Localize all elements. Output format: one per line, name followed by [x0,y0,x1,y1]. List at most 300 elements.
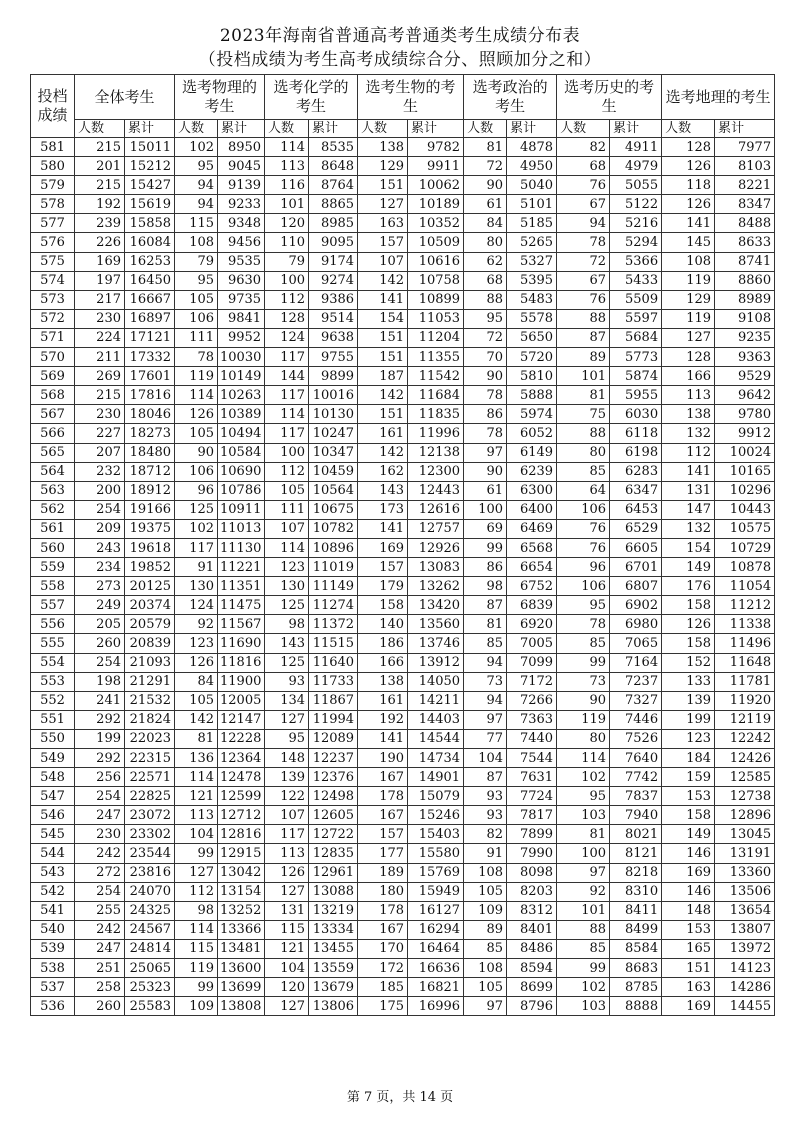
table-row [31,500,775,519]
count-cell: 114 [175,920,218,939]
count-cell: 125 [265,596,309,615]
cumulative-cell: 25065 [125,959,175,978]
count-cell: 70 [464,348,507,367]
count-cell: 157 [358,558,408,577]
cumulative-cell: 18480 [125,443,175,462]
score-cell: 568 [31,386,75,405]
count-cell: 114 [265,138,309,157]
count-cell: 148 [265,749,309,768]
cumulative-cell: 6605 [610,538,662,557]
count-cell: 121 [175,787,218,806]
count-cell: 117 [265,424,309,443]
count-cell: 180 [358,882,408,901]
cumulative-cell: 15079 [408,787,464,806]
count-subheader: 人数 [75,120,125,138]
cumulative-cell: 12147 [218,710,265,729]
cumulative-cell: 11994 [309,710,358,729]
cumulative-cell: 6118 [610,424,662,443]
count-cell: 72 [464,328,507,347]
cumulative-cell: 12228 [218,729,265,748]
cumulative-cell: 5509 [610,290,662,309]
count-cell: 147 [662,500,715,519]
count-cell: 113 [265,157,309,176]
count-cell: 118 [662,176,715,195]
cumulative-cell: 6300 [507,481,557,500]
cumulative-cell: 5578 [507,309,557,328]
cumulative-cell: 13808 [218,997,265,1016]
cumulative-cell: 9139 [218,176,265,195]
cumulative-cell: 7363 [507,710,557,729]
count-cell: 82 [464,825,507,844]
count-cell: 101 [557,367,610,386]
count-cell: 258 [75,978,125,997]
cumulative-cell: 10494 [218,424,265,443]
cumulative-cell: 10149 [218,367,265,386]
count-cell: 119 [662,309,715,328]
count-cell: 80 [464,233,507,252]
cumulative-cell: 11338 [715,615,775,634]
count-cell: 129 [358,157,408,176]
table-row [31,749,775,768]
cumulative-cell: 10899 [408,290,464,309]
count-cell: 230 [75,309,125,328]
cumulative-cell: 6469 [507,519,557,538]
table-row [31,538,775,557]
table-row [31,157,775,176]
count-cell: 128 [662,138,715,157]
table-row [31,920,775,939]
cumulative-cell: 9233 [218,195,265,214]
count-cell: 75 [557,405,610,424]
cumulative-cell: 7446 [610,710,662,729]
cumulative-cell: 9782 [408,138,464,157]
count-cell: 72 [557,252,610,271]
table-row [31,138,775,157]
cumulative-cell: 8741 [715,252,775,271]
cumulative-cell: 9642 [715,386,775,405]
cumulative-cell: 11515 [309,634,358,653]
cumulative-cell: 10389 [218,405,265,424]
count-cell: 115 [175,939,218,958]
count-cell: 95 [265,729,309,748]
table-row [31,309,775,328]
cumulative-cell: 13262 [408,577,464,596]
count-cell: 199 [662,710,715,729]
count-cell: 92 [557,882,610,901]
count-cell: 172 [358,959,408,978]
cumulative-cell: 14734 [408,749,464,768]
cumulative-cell: 13806 [309,997,358,1016]
cumulative-cell: 9045 [218,157,265,176]
cumulative-cell: 8950 [218,138,265,157]
cumulative-cell: 17816 [125,386,175,405]
cumulative-subheader: 累计 [309,120,358,138]
count-cell: 142 [175,710,218,729]
count-cell: 99 [464,538,507,557]
cumulative-cell: 19852 [125,558,175,577]
cumulative-cell: 13912 [408,653,464,672]
count-cell: 125 [175,500,218,519]
count-cell: 93 [464,787,507,806]
count-cell: 96 [175,481,218,500]
cumulative-cell: 12816 [218,825,265,844]
count-cell: 81 [175,729,218,748]
count-cell: 190 [358,749,408,768]
cumulative-cell: 14455 [715,997,775,1016]
cumulative-cell: 5433 [610,271,662,290]
cumulative-cell: 11567 [218,615,265,634]
cumulative-cell: 9529 [715,367,775,386]
group-header-chemistry: 选考化学的考生 [265,75,358,120]
count-cell: 131 [265,901,309,920]
count-cell: 149 [662,825,715,844]
cumulative-cell: 9841 [218,309,265,328]
cumulative-cell: 7742 [610,768,662,787]
cumulative-cell: 24070 [125,882,175,901]
score-cell: 578 [31,195,75,214]
cumulative-cell: 5955 [610,386,662,405]
table-row [31,939,775,958]
cumulative-cell: 5874 [610,367,662,386]
count-cell: 230 [75,825,125,844]
page-footer: 第 7 页，共 14 页 [346,1090,454,1105]
count-cell: 77 [464,729,507,748]
cumulative-cell: 6807 [610,577,662,596]
count-cell: 149 [662,558,715,577]
cumulative-cell: 7327 [610,691,662,710]
count-cell: 129 [662,290,715,309]
cumulative-cell: 22315 [125,749,175,768]
cumulative-cell: 6980 [610,615,662,634]
cumulative-cell: 17332 [125,348,175,367]
count-cell: 124 [175,596,218,615]
cumulative-cell: 8633 [715,233,775,252]
table-row [31,787,775,806]
count-cell: 134 [265,691,309,710]
count-cell: 106 [557,577,610,596]
count-cell: 78 [557,233,610,252]
table-row [31,710,775,729]
group-header-politics: 选考政治的考生 [464,75,557,120]
table-row [31,424,775,443]
score-cell: 556 [31,615,75,634]
count-cell: 105 [175,424,218,443]
cumulative-cell: 6400 [507,500,557,519]
cumulative-cell: 7164 [610,653,662,672]
score-cell: 581 [31,138,75,157]
count-cell: 97 [464,710,507,729]
cumulative-cell: 5101 [507,195,557,214]
cumulative-cell: 13559 [309,959,358,978]
cumulative-cell: 4979 [610,157,662,176]
cumulative-cell: 16996 [408,997,464,1016]
cumulative-cell: 14211 [408,691,464,710]
cumulative-cell: 16464 [408,939,464,958]
count-cell: 145 [662,233,715,252]
count-subheader: 人数 [557,120,610,138]
count-cell: 198 [75,672,125,691]
cumulative-cell: 9755 [309,348,358,367]
count-cell: 114 [175,768,218,787]
score-cell: 563 [31,481,75,500]
count-subheader: 人数 [464,120,507,138]
table-row [31,825,775,844]
cumulative-cell: 12426 [715,749,775,768]
count-cell: 127 [662,328,715,347]
header-row-groups [31,75,775,120]
cumulative-cell: 9780 [715,405,775,424]
count-cell: 215 [75,386,125,405]
table-row [31,328,775,347]
count-subheader: 人数 [358,120,408,138]
cumulative-cell: 11221 [218,558,265,577]
count-cell: 81 [557,386,610,405]
cumulative-cell: 8989 [715,290,775,309]
count-cell: 113 [175,806,218,825]
cumulative-cell: 11648 [715,653,775,672]
count-cell: 117 [265,825,309,844]
count-cell: 72 [464,157,507,176]
count-cell: 76 [557,176,610,195]
cumulative-cell: 14123 [715,959,775,978]
cumulative-cell: 7172 [507,672,557,691]
count-cell: 85 [464,634,507,653]
cumulative-cell: 18273 [125,424,175,443]
count-cell: 247 [75,939,125,958]
cumulative-cell: 6654 [507,558,557,577]
count-cell: 79 [265,252,309,271]
count-cell: 167 [358,806,408,825]
count-cell: 117 [175,538,218,557]
cumulative-cell: 10758 [408,271,464,290]
table-row [31,634,775,653]
cumulative-cell: 7940 [610,806,662,825]
cumulative-cell: 9735 [218,290,265,309]
count-cell: 192 [75,195,125,214]
cumulative-cell: 20374 [125,596,175,615]
cumulative-cell: 8401 [507,920,557,939]
cumulative-cell: 8860 [715,271,775,290]
cumulative-cell: 12926 [408,538,464,557]
cumulative-cell: 12443 [408,481,464,500]
cumulative-cell: 10165 [715,462,775,481]
cumulative-cell: 16667 [125,290,175,309]
count-cell: 127 [175,863,218,882]
count-cell: 254 [75,500,125,519]
cumulative-cell: 10509 [408,233,464,252]
cumulative-cell: 8785 [610,978,662,997]
cumulative-cell: 10896 [309,538,358,557]
count-cell: 67 [557,195,610,214]
group-header-biology: 选考生物的考生 [358,75,464,120]
count-cell: 179 [358,577,408,596]
cumulative-cell: 12722 [309,825,358,844]
score-cell: 574 [31,271,75,290]
count-cell: 239 [75,214,125,233]
cumulative-cell: 6052 [507,424,557,443]
table-row [31,729,775,748]
score-cell: 549 [31,749,75,768]
count-cell: 107 [358,252,408,271]
cumulative-cell: 10911 [218,500,265,519]
cumulative-cell: 13746 [408,634,464,653]
cumulative-cell: 9108 [715,309,775,328]
cumulative-cell: 9899 [309,367,358,386]
table-row [31,519,775,538]
cumulative-cell: 9535 [218,252,265,271]
cumulative-cell: 8312 [507,901,557,920]
count-cell: 109 [175,997,218,1016]
score-cell: 570 [31,348,75,367]
cumulative-cell: 5720 [507,348,557,367]
count-cell: 68 [557,157,610,176]
cumulative-cell: 23816 [125,863,175,882]
cumulative-cell: 21093 [125,653,175,672]
cumulative-cell: 7631 [507,768,557,787]
cumulative-cell: 13654 [715,901,775,920]
cumulative-cell: 20579 [125,615,175,634]
cumulative-cell: 11130 [218,538,265,557]
table-row [31,844,775,863]
count-cell: 86 [464,558,507,577]
cumulative-cell: 11054 [715,577,775,596]
score-cell: 540 [31,920,75,939]
cumulative-cell: 5055 [610,176,662,195]
table-row [31,252,775,271]
count-cell: 80 [557,729,610,748]
count-cell: 158 [662,634,715,653]
cumulative-cell: 10247 [309,424,358,443]
cumulative-cell: 13600 [218,959,265,978]
count-subheader: 人数 [175,120,218,138]
count-cell: 76 [557,538,610,557]
count-cell: 85 [557,634,610,653]
score-cell: 558 [31,577,75,596]
cumulative-cell: 6568 [507,538,557,557]
cumulative-cell: 11900 [218,672,265,691]
count-cell: 249 [75,596,125,615]
count-cell: 122 [265,787,309,806]
score-cell: 541 [31,901,75,920]
count-cell: 67 [557,271,610,290]
count-cell: 161 [358,691,408,710]
cumulative-cell: 8488 [715,214,775,233]
score-cell: 548 [31,768,75,787]
score-cell: 567 [31,405,75,424]
count-cell: 107 [265,806,309,825]
count-cell: 98 [464,577,507,596]
cumulative-cell: 13506 [715,882,775,901]
cumulative-cell: 10296 [715,481,775,500]
count-cell: 91 [464,844,507,863]
count-cell: 256 [75,768,125,787]
cumulative-cell: 11355 [408,348,464,367]
count-cell: 169 [358,538,408,557]
cumulative-cell: 12376 [309,768,358,787]
cumulative-cell: 5773 [610,348,662,367]
cumulative-cell: 23072 [125,806,175,825]
score-cell: 571 [31,328,75,347]
count-cell: 90 [464,367,507,386]
score-cell: 539 [31,939,75,958]
count-cell: 120 [265,214,309,233]
cumulative-cell: 9514 [309,309,358,328]
cumulative-cell: 7065 [610,634,662,653]
count-cell: 209 [75,519,125,538]
count-cell: 159 [662,768,715,787]
count-cell: 116 [265,176,309,195]
count-cell: 104 [265,959,309,978]
count-cell: 260 [75,634,125,653]
count-cell: 123 [265,558,309,577]
count-cell: 189 [358,863,408,882]
count-cell: 142 [358,443,408,462]
count-cell: 94 [464,691,507,710]
count-cell: 90 [464,176,507,195]
count-cell: 112 [662,443,715,462]
count-cell: 113 [265,844,309,863]
count-cell: 234 [75,558,125,577]
score-cell: 542 [31,882,75,901]
cumulative-cell: 12005 [218,691,265,710]
count-cell: 105 [464,978,507,997]
cumulative-cell: 11204 [408,328,464,347]
cumulative-cell: 8865 [309,195,358,214]
score-cell: 566 [31,424,75,443]
count-cell: 89 [557,348,610,367]
table-row [31,978,775,997]
count-cell: 251 [75,959,125,978]
count-cell: 100 [265,271,309,290]
cumulative-cell: 12237 [309,749,358,768]
cumulative-cell: 8764 [309,176,358,195]
cumulative-cell: 25583 [125,997,175,1016]
cumulative-cell: 12478 [218,768,265,787]
count-cell: 272 [75,863,125,882]
count-cell: 185 [358,978,408,997]
count-cell: 81 [464,138,507,157]
cumulative-cell: 13252 [218,901,265,920]
cumulative-cell: 5040 [507,176,557,195]
score-cell: 576 [31,233,75,252]
cumulative-cell: 15858 [125,214,175,233]
score-cell: 544 [31,844,75,863]
cumulative-cell: 7237 [610,672,662,691]
cumulative-cell: 5366 [610,252,662,271]
group-header-history: 选考历史的考生 [557,75,662,120]
cumulative-cell: 8310 [610,882,662,901]
cumulative-cell: 7526 [610,729,662,748]
cumulative-cell: 16450 [125,271,175,290]
count-cell: 80 [557,443,610,462]
count-cell: 103 [557,997,610,1016]
count-cell: 112 [265,462,309,481]
count-cell: 148 [662,901,715,920]
cumulative-cell: 12089 [309,729,358,748]
count-cell: 120 [265,978,309,997]
count-cell: 106 [175,309,218,328]
count-cell: 133 [662,672,715,691]
count-cell: 224 [75,328,125,347]
count-cell: 201 [75,157,125,176]
score-cell: 543 [31,863,75,882]
count-cell: 89 [464,920,507,939]
cumulative-cell: 11053 [408,309,464,328]
score-cell: 550 [31,729,75,748]
count-cell: 81 [464,615,507,634]
count-cell: 94 [464,653,507,672]
count-cell: 76 [557,519,610,538]
